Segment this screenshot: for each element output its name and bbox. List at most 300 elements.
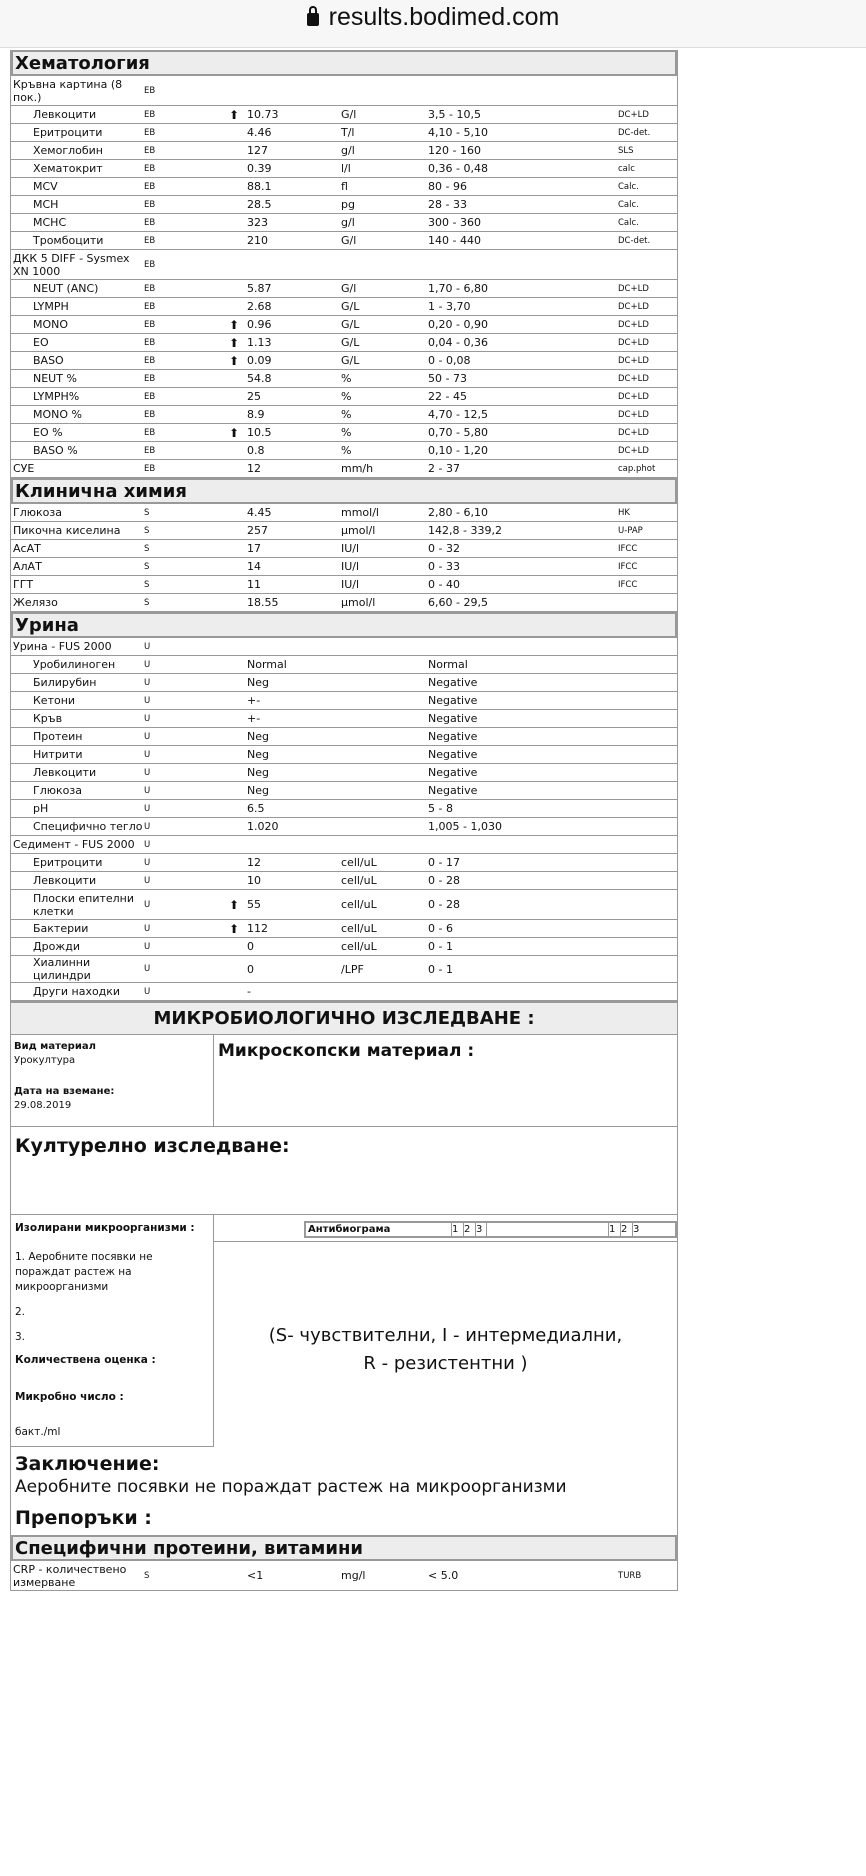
method: calc: [618, 163, 635, 174]
isolated-3: 3.: [15, 1331, 26, 1343]
isolated-2: 2.: [15, 1306, 26, 1318]
unit: G/L: [341, 354, 360, 367]
test-name: Тромбоцити: [33, 234, 104, 247]
material: S: [144, 561, 150, 572]
material: ЕВ: [144, 163, 156, 174]
unit: cell/uL: [341, 940, 377, 953]
table-row: [11, 872, 677, 890]
reference-range: 0 - 32: [428, 542, 460, 555]
result-value: 257: [247, 524, 268, 537]
reference-range: 0 - 1: [428, 962, 453, 976]
col-1: 1: [451, 1223, 463, 1236]
test-name: Други находки: [33, 985, 121, 998]
test-name: Нитрити: [33, 748, 83, 761]
method: DC+LD: [618, 427, 649, 438]
reference-range: Negative: [428, 730, 478, 743]
col-1b: 1: [608, 1223, 620, 1236]
result-value: 12: [247, 462, 261, 475]
result-value: Neg: [247, 676, 269, 689]
result-value: Neg: [247, 748, 269, 761]
table-row: [11, 854, 677, 872]
date-label: Дата на вземане:: [14, 1086, 115, 1097]
material: ЕВ: [144, 199, 156, 210]
result-value: 127: [247, 144, 268, 157]
unit: pg: [341, 198, 355, 211]
result-value: 88.1: [247, 180, 272, 193]
reference-range: Negative: [428, 712, 478, 725]
test-name: pH: [33, 802, 49, 815]
test-name: Глюкоза: [13, 506, 62, 519]
test-name: BASO %: [33, 444, 78, 457]
reference-range: 6,60 - 29,5: [428, 596, 488, 609]
result-value: -: [247, 985, 251, 998]
result-value: 54.8: [247, 372, 272, 385]
result-value: 2.68: [247, 300, 272, 313]
test-name: Левкоцити: [33, 108, 97, 121]
material: U: [144, 677, 151, 688]
reference-range: 0 - 1: [428, 940, 453, 953]
method: DC+LD: [618, 337, 649, 348]
result-value: 10.5: [247, 426, 272, 439]
table-row: [11, 370, 677, 388]
result-value: 11: [247, 578, 261, 591]
reference-range: Negative: [428, 694, 478, 707]
isolated-1: 1. Аеробните посявки не пораждат растеж на микроорганизми: [15, 1251, 153, 1293]
result-value: 210: [247, 234, 268, 247]
reference-range: 4,10 - 5,10: [428, 126, 488, 139]
test-name: Специфично тегло: [33, 820, 143, 833]
table-row: [11, 728, 677, 746]
antibiogram-table: [304, 1221, 677, 1238]
test-name: Седимент - FUS 2000: [13, 838, 135, 851]
arrow-up-icon: ⬆: [229, 425, 240, 440]
material: S: [144, 525, 150, 536]
arrow-up-icon: ⬆: [229, 317, 240, 332]
table-row: [11, 692, 677, 710]
material: U: [144, 875, 151, 886]
result-value: Neg: [247, 766, 269, 779]
unit: cell/uL: [341, 856, 377, 869]
result-value: 4.45: [247, 506, 272, 519]
reference-range: Negative: [428, 766, 478, 779]
table-row: [11, 818, 677, 836]
reference-range: Negative: [428, 748, 478, 761]
unit: %: [341, 372, 352, 385]
table-row: [11, 504, 677, 522]
quant-label: Количествена оценка :: [15, 1354, 156, 1366]
test-name: NEUT %: [33, 372, 77, 385]
test-name: Кетони: [33, 694, 76, 707]
unit: mm/h: [341, 462, 374, 475]
material: U: [144, 941, 151, 952]
arrow-up-icon: ⬆: [229, 921, 240, 936]
table-row: [11, 106, 677, 124]
method: DC+LD: [618, 355, 649, 366]
reference-range: 0 - 17: [428, 856, 460, 869]
material: ЕВ: [144, 391, 156, 402]
test-name: Еритроцити: [33, 856, 103, 869]
table-row: [11, 656, 677, 674]
result-value: 0.96: [247, 318, 272, 331]
material: S: [144, 597, 150, 608]
table-row: [11, 76, 677, 106]
table-row: [11, 522, 677, 540]
material: ЕВ: [144, 427, 156, 438]
table-row: [11, 280, 677, 298]
material: ЕВ: [144, 445, 156, 456]
material: ЕВ: [144, 409, 156, 420]
unit: G/l: [341, 234, 357, 247]
recommendations-label: Препоръки :: [15, 1507, 152, 1529]
test-name: АлАТ: [13, 560, 42, 573]
material: U: [144, 839, 151, 850]
section-header: Урина: [11, 612, 677, 638]
material: ЕВ: [144, 235, 156, 246]
table-row: [11, 1561, 677, 1591]
conclusion-label: Заключение:: [15, 1453, 160, 1475]
method: cap.phot: [618, 463, 656, 474]
unit: G/L: [341, 318, 360, 331]
result-value: 0.39: [247, 162, 272, 175]
reference-range: 0 - 6: [428, 922, 453, 935]
reference-range: 22 - 45: [428, 390, 467, 403]
material: ЕВ: [144, 373, 156, 384]
result-value: Neg: [247, 784, 269, 797]
method: Calc.: [618, 181, 639, 192]
reference-range: 5 - 8: [428, 802, 453, 815]
material: U: [144, 803, 151, 814]
table-row: [11, 540, 677, 558]
reference-range: 1,70 - 6,80: [428, 282, 488, 295]
test-name: Глюкоза: [33, 784, 82, 797]
material: U: [144, 767, 151, 778]
test-name: MONO %: [33, 408, 82, 421]
test-name: CRP - количествено измерване: [13, 1562, 127, 1589]
material: S: [144, 543, 150, 554]
result-value: +-: [247, 712, 261, 725]
method: DC-det.: [618, 235, 651, 246]
material: U: [144, 659, 151, 670]
table-row: [11, 298, 677, 316]
method: DC+LD: [618, 409, 649, 420]
conclusion-text: Аеробните посявки не пораждат растеж на микроорганизми: [15, 1477, 567, 1497]
method: DC+LD: [618, 391, 649, 402]
section-header: Хематология: [11, 50, 677, 76]
result-value: Neg: [247, 730, 269, 743]
date-value: 29.08.2019: [14, 1100, 72, 1111]
col-3: 3: [475, 1223, 487, 1236]
unit: IU/l: [341, 542, 360, 555]
material: U: [144, 713, 151, 724]
material-value: Урокултура: [14, 1055, 76, 1066]
material: U: [144, 899, 151, 910]
test-name: Левкоцити: [33, 874, 97, 887]
result-value: <1: [247, 1569, 264, 1582]
reference-range: 140 - 440: [428, 234, 481, 247]
material: S: [144, 1570, 150, 1581]
reference-range: 4,70 - 12,5: [428, 408, 488, 421]
unit: G/L: [341, 300, 360, 313]
table-row: [11, 250, 677, 280]
method: DC+LD: [618, 109, 649, 120]
microscopy-label: Микроскопски материал :: [218, 1041, 475, 1061]
table-row: [11, 956, 677, 983]
method: IFCC: [618, 579, 638, 590]
reference-range: 3,5 - 10,5: [428, 108, 481, 121]
table-row: [11, 178, 677, 196]
lock-icon: [307, 13, 319, 26]
method: DC-det.: [618, 127, 651, 138]
unit: mg/l: [341, 1569, 366, 1582]
test-name: ГГТ: [13, 578, 34, 591]
reference-range: 142,8 - 339,2: [428, 524, 502, 537]
table-row: [11, 983, 677, 1001]
test-name: MCV: [33, 180, 58, 193]
method: DC+LD: [618, 445, 649, 456]
unit: l/l: [341, 162, 351, 175]
table-row: [11, 232, 677, 250]
test-name: NEUT (ANC): [33, 282, 99, 295]
material: S: [144, 579, 150, 590]
material: ЕВ: [144, 463, 156, 474]
result-value: +-: [247, 694, 261, 707]
table-row: [11, 214, 677, 232]
reference-range: 0 - 28: [428, 898, 460, 911]
table-row: [11, 764, 677, 782]
unit: fl: [341, 180, 348, 193]
unit: %: [341, 408, 352, 421]
table-row: [11, 890, 677, 920]
unit: cell/uL: [341, 898, 377, 911]
arrow-up-icon: ⬆: [229, 107, 240, 122]
reference-range: 120 - 160: [428, 144, 481, 157]
url-text: results.bodimed.com: [328, 3, 560, 31]
result-value: 10: [247, 874, 261, 887]
arrow-up-icon: ⬆: [229, 353, 240, 368]
reference-range: 0 - 40: [428, 578, 460, 591]
test-name: Уробилиноген: [33, 658, 116, 671]
result-value: 8.9: [247, 408, 265, 421]
reference-range: 50 - 73: [428, 372, 467, 385]
reference-range: 0,04 - 0,36: [428, 336, 488, 349]
result-value: 6.5: [247, 802, 265, 815]
table-row: [11, 746, 677, 764]
table-row: [11, 442, 677, 460]
test-name: LYMPH%: [33, 390, 80, 403]
material: ЕВ: [144, 319, 156, 330]
unit: %: [341, 390, 352, 403]
table-row: [11, 594, 677, 612]
arrow-up-icon: ⬆: [229, 335, 240, 350]
method: TURB: [618, 1570, 642, 1581]
reference-range: 0,20 - 0,90: [428, 318, 488, 331]
test-name: СУЕ: [13, 462, 35, 475]
material: U: [144, 731, 151, 742]
result-value: 18.55: [247, 596, 279, 609]
method: SLS: [618, 145, 634, 156]
unit: IU/l: [341, 578, 360, 591]
method: DC+LD: [618, 301, 649, 312]
reference-range: 28 - 33: [428, 198, 467, 211]
method: DC+LD: [618, 283, 649, 294]
test-name: MONO: [33, 318, 69, 331]
test-name: Пикочна киселина: [13, 524, 121, 537]
reference-range: 2,80 - 6,10: [428, 506, 488, 519]
reference-range: 0,10 - 1,20: [428, 444, 488, 457]
test-name: AсАТ: [13, 542, 41, 555]
reference-range: Negative: [428, 784, 478, 797]
material: ЕВ: [144, 301, 156, 312]
result-value: 323: [247, 216, 268, 229]
reference-range: 0,70 - 5,80: [428, 426, 488, 439]
unit: g/l: [341, 216, 355, 229]
reference-range: 0 - 33: [428, 560, 460, 573]
table-row: [11, 316, 677, 334]
result-value: 112: [247, 922, 268, 935]
method: DC+LD: [618, 373, 649, 384]
reference-range: Normal: [428, 658, 468, 671]
reference-range: 0 - 0,08: [428, 354, 471, 367]
unit: µmol/l: [341, 524, 376, 537]
material: U: [144, 986, 151, 997]
test-name: MCHC: [33, 216, 67, 229]
unit: cell/uL: [341, 922, 377, 935]
unit: %: [341, 444, 352, 457]
unit: G/l: [341, 108, 357, 121]
test-name: Урина - FUS 2000: [13, 640, 112, 653]
unit: g/l: [341, 144, 355, 157]
result-value: 28.5: [247, 198, 272, 211]
material: ЕВ: [144, 217, 156, 228]
reference-range: < 5.0: [428, 1569, 459, 1582]
reference-range: 300 - 360: [428, 216, 481, 229]
test-name: Билирубин: [33, 676, 97, 689]
unit: IU/l: [341, 560, 360, 573]
material: ЕВ: [144, 355, 156, 366]
col-2: 2: [463, 1223, 475, 1236]
table-row: [11, 424, 677, 442]
test-name: Левкоцити: [33, 766, 97, 779]
method: DC+LD: [618, 319, 649, 330]
test-name: Хематокрит: [33, 162, 103, 175]
material: ЕВ: [144, 145, 156, 156]
table-row: [11, 334, 677, 352]
result-value: Normal: [247, 658, 287, 671]
material: ЕВ: [144, 109, 156, 120]
table-row: [11, 576, 677, 594]
count-unit: бакт./ml: [15, 1426, 61, 1438]
arrow-up-icon: ⬆: [229, 897, 240, 912]
material: U: [144, 923, 151, 934]
result-value: 5.87: [247, 282, 272, 295]
result-value: 17: [247, 542, 261, 555]
unit: G/L: [341, 336, 360, 349]
section-header: Клинична химия: [11, 478, 677, 504]
material: ЕВ: [144, 259, 156, 270]
test-name: Хемоглобин: [33, 144, 103, 157]
table-row: [11, 406, 677, 424]
method: U-PAP: [618, 525, 643, 536]
table-row: [11, 196, 677, 214]
material: ЕВ: [144, 283, 156, 294]
result-value: 1.020: [247, 820, 279, 833]
reference-range: Negative: [428, 676, 478, 689]
test-name: Протеин: [33, 730, 83, 743]
table-row: [11, 160, 677, 178]
material: U: [144, 785, 151, 796]
microbiology-title: МИКРОБИОЛОГИЧНО ИЗСЛЕДВАНЕ :: [11, 1003, 677, 1035]
test-name: BASO: [33, 354, 64, 367]
result-value: 55: [247, 898, 261, 911]
unit: mmol/l: [341, 506, 379, 519]
antibiogram-label: Антибиограма: [308, 1224, 391, 1235]
table-row: [11, 638, 677, 656]
result-value: 0: [247, 962, 254, 976]
table-row: [11, 920, 677, 938]
test-name: Желязо: [13, 596, 58, 609]
test-name: Кръвна картина (8 пок.): [13, 77, 123, 104]
test-name: Дрожди: [33, 940, 80, 953]
result-value: 0.8: [247, 444, 265, 457]
col-2b: 2: [620, 1223, 632, 1236]
material: U: [144, 964, 151, 974]
result-value: 0: [247, 940, 254, 953]
address-bar[interactable]: [0, 0, 866, 48]
reference-range: 0,36 - 0,48: [428, 162, 488, 175]
material: ЕВ: [144, 181, 156, 192]
test-name: LYMPH: [33, 300, 69, 313]
method: HK: [618, 507, 630, 518]
material: ЕВ: [144, 127, 156, 138]
reference-range: 2 - 37: [428, 462, 460, 475]
table-row: [11, 142, 677, 160]
reference-range: 1,005 - 1,030: [428, 820, 502, 833]
material: U: [144, 641, 151, 652]
table-row: [11, 460, 677, 478]
test-name: Бактерии: [33, 922, 89, 935]
table-row: [11, 938, 677, 956]
reference-range: 0 - 28: [428, 874, 460, 887]
section-header: Специфични протеини, витамини: [11, 1535, 677, 1561]
unit: T/l: [341, 126, 355, 139]
table-row: [11, 710, 677, 728]
unit: %: [341, 426, 352, 439]
result-value: 10.73: [247, 108, 279, 121]
results-document: [10, 50, 678, 1591]
col-3b: 3: [632, 1223, 644, 1236]
test-name: Хиалинни цилиндри: [33, 956, 91, 982]
reference-range: 1 - 3,70: [428, 300, 471, 313]
test-name: Кръв: [33, 712, 63, 725]
table-row: [11, 388, 677, 406]
result-value: 0.09: [247, 354, 272, 367]
material-label: Вид материал: [14, 1041, 96, 1052]
method: Calc.: [618, 199, 639, 210]
test-name: EO %: [33, 426, 63, 439]
result-value: 12: [247, 856, 261, 869]
material: U: [144, 749, 151, 760]
material: S: [144, 507, 150, 518]
result-value: 1.13: [247, 336, 272, 349]
reference-range: 80 - 96: [428, 180, 467, 193]
count-label: Микробно число :: [15, 1391, 124, 1403]
method: IFCC: [618, 561, 638, 572]
result-value: 14: [247, 560, 261, 573]
microbiology-section: [11, 1001, 677, 1535]
isolated-label: Изолирани микроорганизми :: [15, 1222, 195, 1234]
unit: cell/uL: [341, 874, 377, 887]
method: Calc.: [618, 217, 639, 228]
